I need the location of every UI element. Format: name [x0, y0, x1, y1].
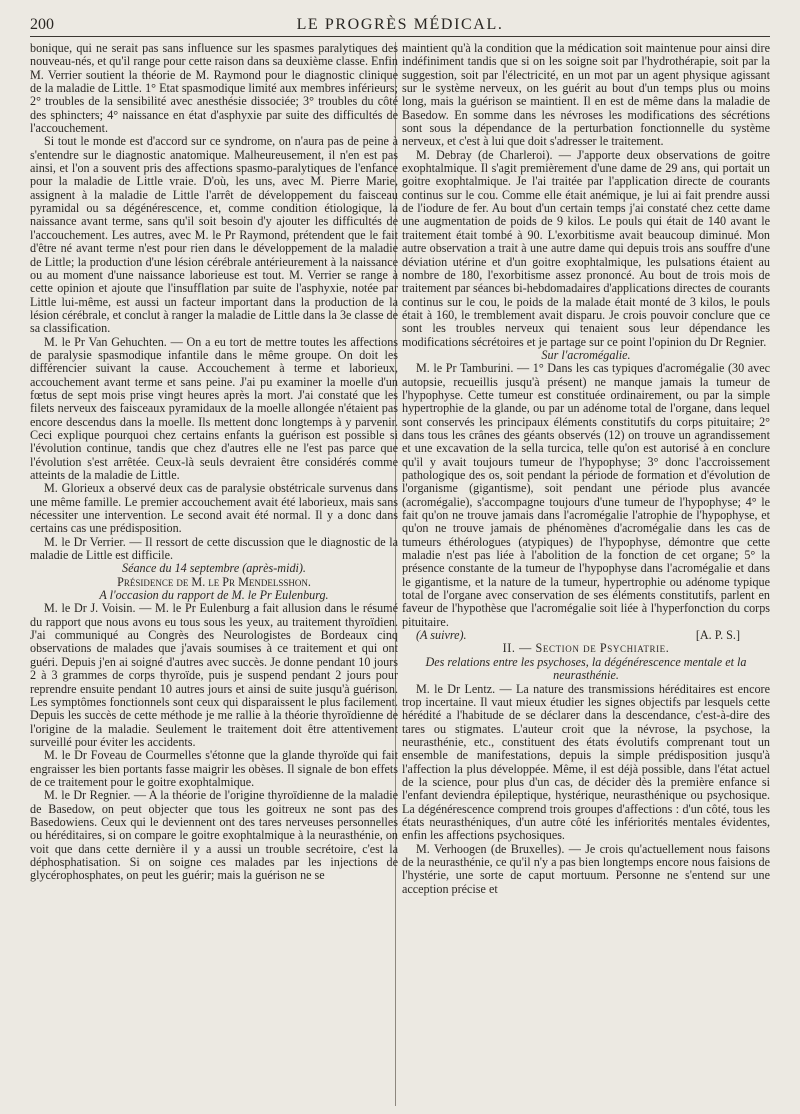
paragraph: M. Glorieux a observé deux cas de paralysie obstétricale survenus dans une même famille. Le premier accouchement avait été laborieux, mais sans nécessiter une intervention. Le second avait été normal. Il y a donc dans certains cas une prédisposition. — [30, 481, 398, 536]
paragraph: Si tout le monde est d'accord sur ce syndrome, on n'aura pas de peine à s'entendre sur le diagnostic anatomique. Malheureusement, il n'en est pas ainsi, et l'on a souvent pris des affections spasmo-paralytiques de l'enfance pour la maladie de Little vraie. D'où, les uns, avec M. Pierre Marie, assignent à la maladie de Little l'arrêt de développement du faisceau pyramidal ou sa dégénérescence, et, comme condition étiologique, la naissance avant terme, sans qu'il soit besoin d'y ajouter les difficultés de l'accouchement. Les autres, avec M. le Pr Raymond, prétendent que le fait d'être né avant terme n'est pour rien dans le développement de la maladie de Little; la production d'une lésion cérébrale antérieurement à la naissance ou au moment d'une naissance laborieuse est tout. M. Verrier se range à cette opinion et ajoute que l'insufflation par suite de l'asphyxie, notée par Little lui-même, est aussi un facteur important dans la production de la lésion cérébrale, et conclut à ranger la maladie de Little dans la 3e classe de sa classification. — [30, 134, 398, 336]
page-number: 200 — [30, 16, 54, 33]
topic-heading: Des relations entre les psychoses, la dégénérescence mentale et la neurasthénie. — [425, 654, 747, 683]
left-column — [30, 42, 398, 1110]
paragraph: M. le Dr Regnier. — A la théorie de l'origine thyroïdienne de la maladie de Basedow, on peut objecter que tous les goitreux ne sont pas des Basedowiens. Ceux qui le deviennent ont des tares nerveuses personnelles ou héréditaires, si on compare le goitre exophtalmique à la neurasthénie, on voit que dans cette dernière il y a aussi un trouble secrétoire, c'est la déphosphatisation. Si on soigne ces malades par les injections de glycérophosphates, on peut les guérir; mais la guérison ne se — [30, 788, 398, 883]
page-header — [30, 14, 770, 36]
paragraph: M. le Dr Foveau de Courmelles s'étonne que la glande thyroïde qui fait engraisser les bien portants fasse maigrir les obèses. Il signale de bon effets de ce traitement pour le goitre exophtalmique. — [30, 748, 398, 789]
section-heading: II. — Section de Psychiatrie. — [502, 641, 670, 656]
paragraph: M. le Dr J. Voisin. — M. le Pr Eulenburg a fait allusion dans le résumé du rapport que nous avons eu tous sous les yeux, au traitement thyroïdien. J'ai communiqué au Congrès des Neurologistes de Bordeaux cinq observations de malades que j'avais soumises à ce traitement et qui ont guéri. Depuis j'en ai soigné d'autres avec succès. Je donne pendant 10 jours 2 à 3 grammes de corps thyroïde, puis je suspend pendant 2 jours pour reprendre ensuite pendant 10 autres jours et ainsi de suite jusqu'à guérison. Les symptômes fonctionnels sont ceux qui disparaissent le plus facilement. Depuis les succès de cette méthode je me rallie à la théorie thyroïdienne de l'origine de la maladie. Seulement le traitement doit être attentivement surveillé pour éviter les accidents. — [30, 601, 398, 749]
paragraph: bonique, qui ne serait pas sans influence sur les spasmes paralytiques des nouveau-nés, et qu'il range pour cette raison dans sa deuxième classe. Enfin M. Verrier soutient la théorie de M. Raymond pour le diagnostic clinique de la maladie de Little. 1° Etat spasmodique limité aux membres inférieurs; 2° troubles de la sensibilité avec anesthésie dissociée; 3° troubles du côté des sphincters; 4° naissance en état d'asphyxie par suite des difficultés de l'accouchement. — [30, 42, 398, 136]
presidency-heading: Présidence de M. le Pr Mendelsshon. — [117, 574, 311, 589]
subsection-heading: Sur l'acromégalie. — [541, 347, 631, 362]
paragraph: M. le Pr Van Gehuchten. — On a eu tort de mettre toutes les affections de paralysie spasmodique infantile dans le même groupe. On doit les différencier suivant la cause. Accouchement à terme et laborieux, accouchement avant terme et sans peine. J'ai pu examiner la moelle d'un fœtus de sept mois prise vingt heures après la mort. J'ai constaté que les filets nerveux des faisceaux pyramidaux de la moelle allongée n'étaient pas encore descendus dans la moelle. Ils mettent donc longtemps à y parvenir. Ceci explique pourquoi chez certains enfants la guérison est possible si l'évolution continue, tandis que chez d'autres elle ne l'est pas parce que l'évolution s'est arrêtée. Ceux-là seuls devraient être considérés comme atteints de la maladie de Little. — [30, 334, 398, 482]
session-heading: Séance du 14 septembre (après-midi). — [122, 561, 306, 576]
right-column — [402, 42, 770, 1110]
running-title: LE PROGRÈS MÉDICAL. — [296, 16, 504, 33]
paragraph: M. le Dr Lentz. — La nature des transmissions héréditaires est encore trop incertaine. Il vaut mieux étudier les signes objectifs par lesquels cette hérédité a l'habitude de se déclarer dans la descendance, c'est-à-dire des tares ou stigmates. L'auteur croit que la névrose, la psychose, la neurasthénie, etc., constituent des états évolutifs comprenant tout un ensemble de manifestations, depuis la simple prédisposition jusqu'à l'affection la plus développée. Même, il est déjà possible, dans l'état actuel de la science, pour plus d'un cas, de décider dès la première enfance si l'enfant deviendra épileptique, hystérique, neurasthénique ou psychosique. La dégénérescence comprend trois groupes d'affections : d'un côté, tous les états neurasthéniques, d'un autre côté les infériorités mentales évidentes, enfin les affections psychosiques. — [402, 681, 770, 843]
to-be-continued: (A suivre). — [416, 628, 467, 643]
paragraph: M. le Dr Verrier. — Il ressort de cette discussion que le diagnostic de la maladie de Little est difficile. — [30, 534, 398, 563]
subsection-heading: A l'occasion du rapport de M. le Pr Eulenburg. — [99, 588, 329, 603]
paragraph: maintient qu'à la condition que la médication soit maintenue pour ainsi dire indéfiniment tandis que si on les soigne soit par l'hydrothérapie, soit par la suggestion, soit par l'électricité, en un mot par un agent physique agissant sur le système nerveux, on les guérit au bout d'un temps plus ou moins long, mais la guérison se maintient. Il en est de même dans la maladie de Basedow. En somme dans les névroses les modifications des sécrétions sont sous la dépendance de la perturbation fonctionnelle du système nerveux, et c'est à lui que doit s'adresser le traitement. — [402, 42, 770, 149]
header-rule — [30, 36, 770, 37]
paragraph: M. Debray (de Charleroi). — J'apporte deux observations de goitre exophtalmique. Il s'agit premièrement d'une dame de 29 ans, qui portait un goitre exophtalmique. Je l'ai traitée par l'application directe de courants continus sur le cou. Comme elle était anémique, je lui ai fait prendre aussi de l'iodure de fer. Au bout d'un certain temps j'ai constaté chez cette dame une augmentation de poids de 9 kilos. Le pouls qui était de 140 avant le traitement était tombé à 90. L'exorbitisme avait beaucoup diminué. Mon autre observation a trait à une autre dame qui depuis trois ans souffre d'une déviation utérine et d'un goitre exophtalmique, les pulsations étaient au nombre de 180, l'exorbitisme assez prononcé. Au bout de trois mois de traitement par séances bi-hebdomadaires d'applications directes de courants continus sur le cou, le poids de la malade était monté de 3 kilos, le pouls était à 160, le tremblement avait disparu. Je crois pouvoir conclure que ce sont les troubles nerveux qui tenaient sous leur dépendance les modifications sécrétoires et je partage sur ce point l'opinion du Dr Regnier. — [402, 147, 770, 349]
paragraph: M. le Pr Tamburini. — 1° Dans les cas typiques d'acromégalie (30 avec autopsie, recueillis jusqu'à présent) ne manque jamais la tumeur de l'hypophyse. Cette tumeur est constituée ordinairement, ou par la simple hypertrophie de la glande, ou par un adénome total de l'organe, dans lequel sont conservés les principaux éléments constitutifs du corps pituitaire; 2° dans tous les crânes des géants observés (12) on trouve un agrandissement et une excavation de la sella turcica, telle qu'on est autorisé à en conclure qu'il y avait toujours tumeur de l'hypophyse; 3° donc l'accroissement pathologique des os, soit pendant la période de formation et d'évolution de l'organisme (gigantisme), soit pendant une période plus avancée (acromégalie), s'accompagne toujours d'une tumeur de l'hypophyse; 4° le fait qu'on ne trouve jamais dans l'acromégalie l'atrophie de l'hypophyse, et qu'on ne trouve jamais de phénomènes d'acromégalie dans les cas de tumeurs éthérologues (atypiques) de l'hypophyse, démontre que cette maladie n'est pas liée à l'abolition de la fonction de cet organe; 5° la présence constante de la tumeur de l'hypophyse dans l'acromégalie et dans le gigantisme, et la nature de la tumeur, hypertrophie ou adénome typique total de l'organe avec conservation de ses éléments constitutifs, parlent en faveur de l'hypothèse que l'acromégalie soit liée à l'hyperfonction du corps pituitaire. — [402, 361, 770, 629]
author-initials: [A. P. S.] — [695, 628, 740, 643]
paragraph: M. Verhoogen (de Bruxelles). — Je crois qu'actuellement nous faisons de la neurasthénie, ce qu'il n'y a pas bien longtemps encore nous faisions de l'hystérie, une sorte de caput mortuum. Personne ne s'entend sur une acception précise et — [402, 841, 770, 896]
attribution-line — [402, 629, 770, 642]
